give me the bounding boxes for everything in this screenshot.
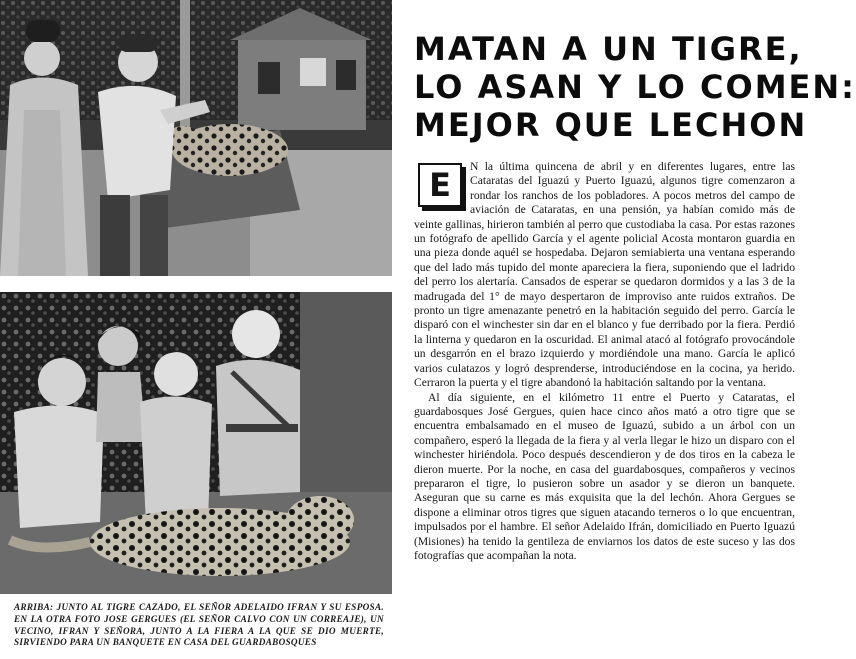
article-paragraph-2: Al día siguiente, en el kilómetro 11 entre el Puerto y Cataratas, el guardabosques José Gergues, quien hace cinco años mató a otro tigre que se encuentra embalsamado en el museo de Iguazú, subido a un árbol con un compañero, esperó la llegada de la fiera y al verla llegar le hizo un disparo con el winchester hiriéndola. Poco después descendieron y de dos tiros en la cabeza le dieron muerte. Por la noche, en casa del guardabosques, compañeros y vecinos prepararon el tigre, lo pusieron sobre un asador y se dieron un banquete. Aseguran que su carne es más exquisita que la del lechón. Ahora Gergues se dispone a eliminar otros tigres que siguen atacando terneros o lo que encuentran, impulsados por el hambre. El señor Adelaido Ifrán, domiciliado en Puerto Iguazú (Misiones) ha tenido la gentileza de enviarnos los datos de este suceso y las dos fotografías que acompañan la nota. xyxy=(414,390,795,562)
headline-line-3: MEJOR QUE LECHON xyxy=(414,106,808,144)
article-paragraph-1: N la última quincena de abril y en diferentes lugares, entre las Cataratas del Iguazú y Puerto Iguazú, algunos tigre comenzaron a rondar los ranchos de los pobladores. A pocos metros del campo de aviación de Cataratas, en una pensión, ya habían comido más de veinte gallinas, hirieron también al perro que custodiaba la casa. Por estas razones un fotógrafo de apellido García y el agente policial Acosta montaron guardia en una pieza donde aquél se hospedaba. Dejaron semiabierta una ventana esperando que del lado más tupido del monte apareciera la fiera, suponiendo que el ladrido del perro los alertaría. Cansados de esperar se quedaron dormidos y a las 3 de la madrugada del 1° de mayo despertaron de improviso ante ruidos extraños. De pronto un tigre amenazante penetró en la habitación seguido del perro. García le disparó con el winchester sin dar en el blanco y fue derribado por la fiera. Perdió la linterna y quedaron en la oscuridad. El animal atacó al fotógrafo provocándole un desgarrón en el brazo izquierdo y mordiéndole una mano. García le aplicó varios culatazos y logró desprenderse, introduciéndose en la cocina, ya herido. Cerraron la puerta y el tigre abandonó la habitación saltando por la ventana. xyxy=(414,160,795,390)
headline-line-2: LO ASAN Y LO COMEN: xyxy=(414,68,856,106)
photo-couple-with-tiger xyxy=(0,0,392,276)
photo-caption: ARRIBA: JUNTO AL TIGRE CAZADO, EL SEÑOR ADELAIDO IFRAN Y SU ESPOSA. EN LA OTRA FOTO JOSE GERGUES (EL SEÑOR CALVO CON UN CORREAJE), UN VECINO, IFRAN Y SEÑORA, JUNTO A LA FIERA A LA QUE SE DIO MUERTE, SIRVIENDO PARA UN BANQUETE EN CASA DEL GUARDABOSQUES xyxy=(14,602,384,648)
headline-line-1: MATAN A UN TIGRE, xyxy=(414,30,803,68)
photo-group-with-tiger xyxy=(0,292,392,594)
headline xyxy=(414,30,856,144)
drop-cap: E xyxy=(418,163,462,207)
article-body xyxy=(414,160,795,563)
